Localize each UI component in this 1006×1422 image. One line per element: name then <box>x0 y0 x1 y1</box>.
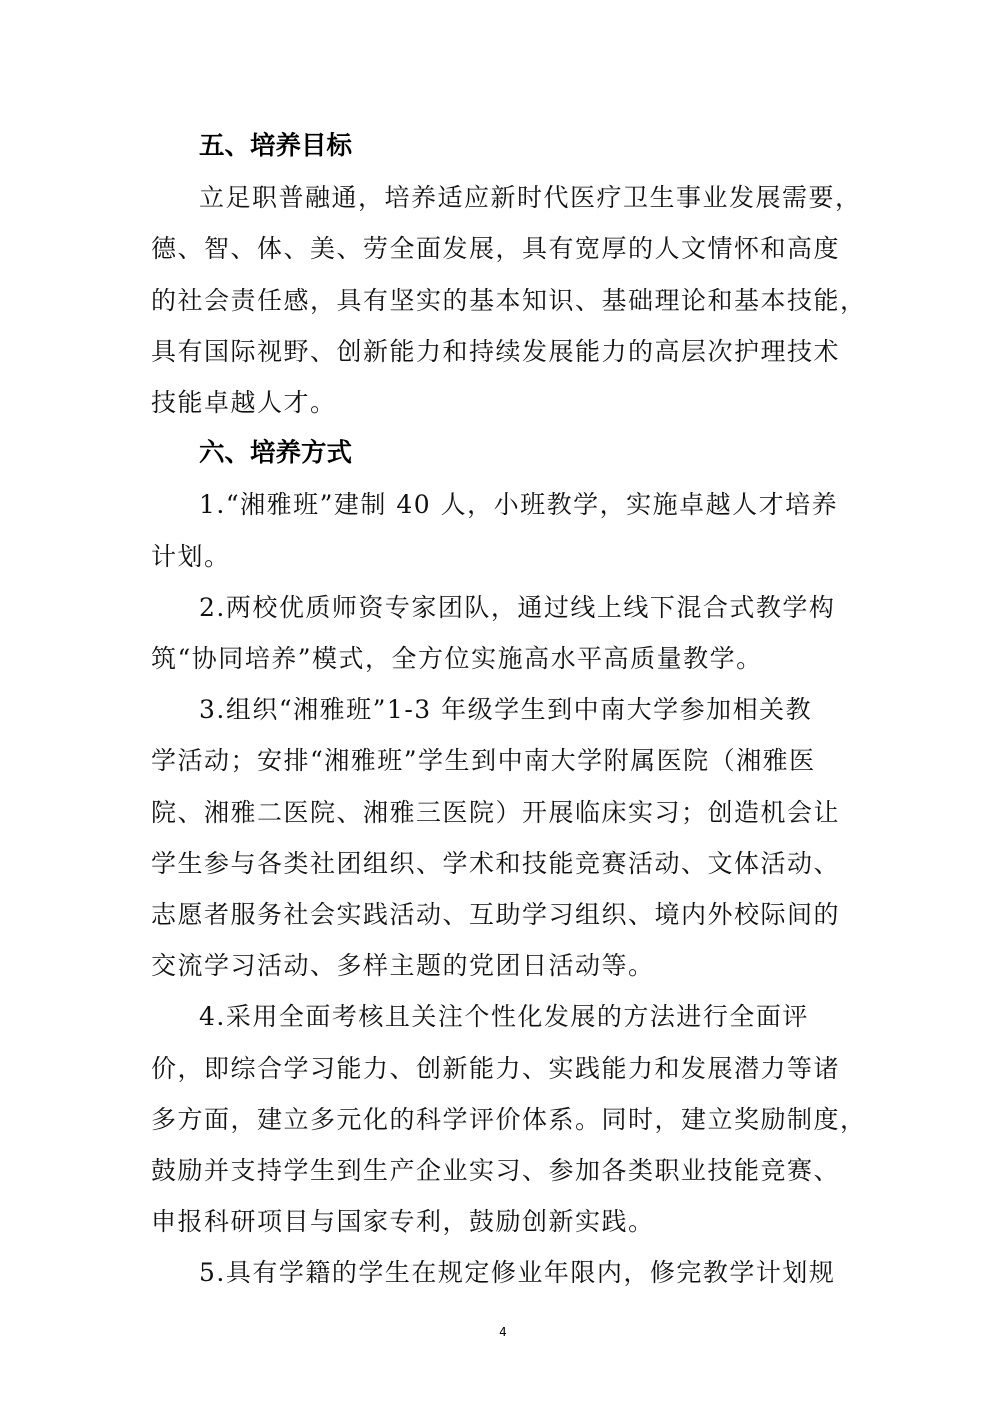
text-line: 立足职普融通，培养适应新时代医疗卫生事业发展需要， <box>199 183 862 213</box>
paragraph-item-2 <box>151 582 857 684</box>
text-line: 1.“湘雅班”建制 40 人，小班教学，实施卓越人才培养 <box>199 490 839 520</box>
page-number: 4 <box>499 1325 507 1339</box>
section-heading-training-objectives: 五、培养目标 <box>199 131 353 161</box>
text-line: 多方面，建立多元化的科学评价体系。同时，建立奖励制度， <box>151 1104 867 1134</box>
text-line: 计划。 <box>151 541 231 571</box>
text-line: 3.组织“湘雅班”1-3 年级学生到中南大学参加相关教 <box>199 695 813 725</box>
paragraph-training-objectives <box>151 172 867 428</box>
text-line: 价，即综合学习能力、创新能力、实践能力和发展潜力等诸 <box>151 1053 841 1083</box>
section-heading-training-methods: 六、培养方式 <box>199 438 353 469</box>
text-line: 筑“协同培养”模式，全方位实施高水平高质量教学。 <box>151 644 763 674</box>
paragraph-item-3 <box>151 684 857 991</box>
text-line: 学活动；安排“湘雅班”学生到中南大学附属医院（湘雅医 <box>151 746 816 776</box>
text-line: 的社会责任感，具有坚实的基本知识、基础理论和基本技能， <box>151 285 867 315</box>
text-line: 学生参与各类社团组织、学术和技能竞赛活动、文体活动、 <box>151 848 841 878</box>
text-line: 交流学习活动、多样主题的党团日活动等。 <box>151 951 655 981</box>
text-line: 申报科研项目与国家专利，鼓励创新实践。 <box>151 1207 655 1237</box>
text-line: 2.两校优质师资专家团队，通过线上线下混合式教学构 <box>199 592 836 622</box>
text-line: 具有国际视野、创新能力和持续发展能力的高层次护理技术 <box>151 336 841 366</box>
paragraph-item-5 <box>151 1247 857 1298</box>
paragraph-item-4 <box>151 991 867 1247</box>
text-line: 技能卓越人才。 <box>151 388 337 418</box>
text-line: 德、智、体、美、劳全面发展，具有宽厚的人文情怀和高度 <box>151 234 841 264</box>
document-body <box>151 121 867 1299</box>
text-line: 院、湘雅二医院、湘雅三医院）开展临床实习；创造机会让 <box>151 797 841 827</box>
text-line: 5.具有学籍的学生在规定修业年限内，修完教学计划规 <box>199 1258 836 1288</box>
text-line: 4.采用全面考核且关注个性化发展的方法进行全面评 <box>199 1002 809 1032</box>
text-line: 鼓励并支持学生到生产企业实习、参加各类职业技能竞赛、 <box>151 1156 841 1186</box>
text-line: 志愿者服务社会实践活动、互助学习组织、境内外校际间的 <box>151 900 841 930</box>
paragraph-item-1 <box>151 479 857 581</box>
